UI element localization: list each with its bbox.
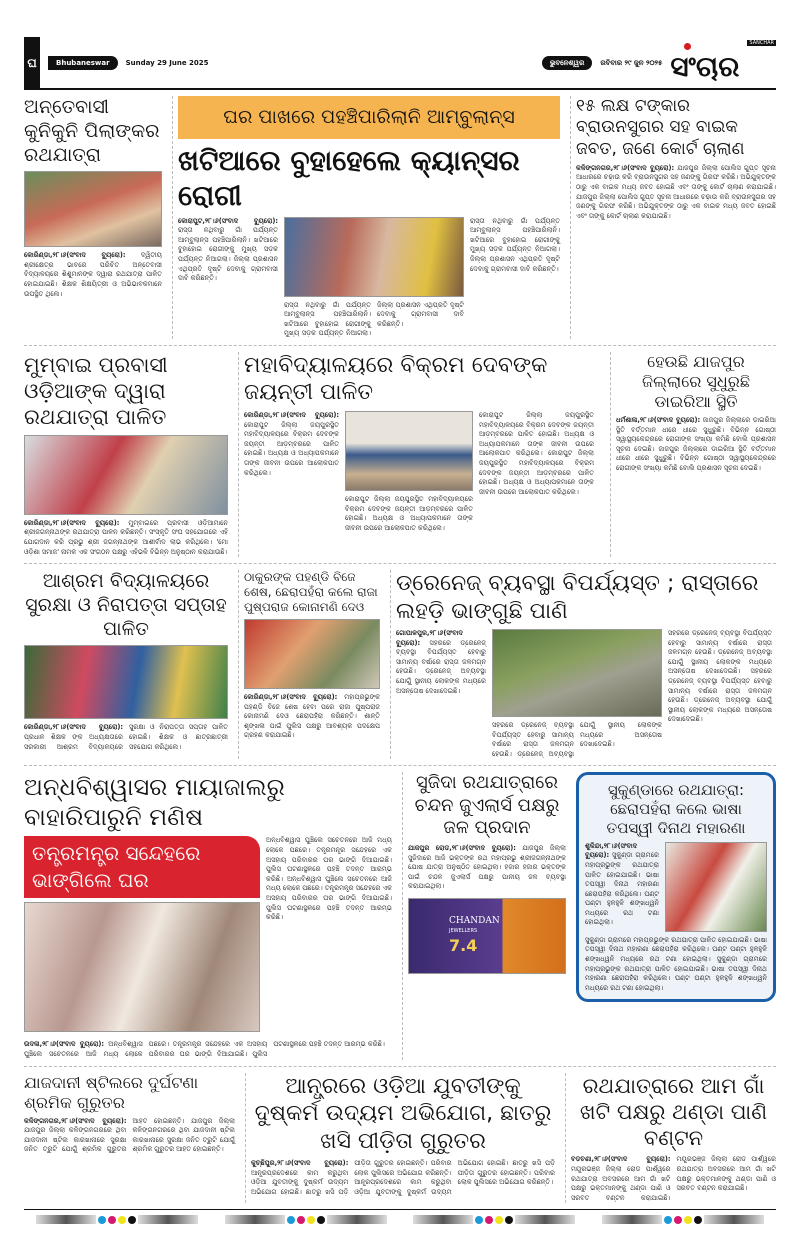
article-a8: ଡ୍ରେନେଜ୍ ବ୍ୟବସ୍ଥା ବିପର୍ଯ୍ୟସ୍ତ ; ରାସ୍ତାରେ ଲହଡ଼ି ଭାଙ୍ଗୁଛି ପାଣି ଗୋପାଳପୁର,୨୮।୬(ସଂବାଦ ବ୍ୟୁରୋ): ସହରରେ ଡ୍ରେନେଜ୍ ବ୍ୟବସ୍ଥା ବିପର୍ଯ୍ୟସ୍ତ ହେବାରୁ ସାମାନ୍ୟ ବର୍ଷାରେ ରାସ୍ତା ଜଳମଗ୍ନ ହେଉଛି। ଡ୍ରେନେଜ୍ ଅବ୍ୟବସ୍ଥା ଯୋଗୁଁ ସ୍ଥାନୀୟ ଲୋକଙ୍କ ମଧ୍ୟରେ ଅସନ୍ତୋଷ ଦେଖାଦେଇଛି। ସହରରେ ଡ୍ରେନେଜ୍ ବ୍ୟବସ୍ଥା ବିପର୍ଯ୍ୟସ୍ତ ହେବାରୁ ସାମାନ୍ୟ ବର୍ଷାରେ ରାସ୍ତା ଜଳମଗ୍ନ ହେଉଛି। ଡ୍ରେନେଜ୍ ଅବ୍ୟବସ୍ଥା ଯୋଗୁଁ ସ୍ଥାନୀୟ ଲୋକଙ୍କ ମଧ୍ୟରେ ଅସନ୍ତୋଷ ଦେଖାଦେଇଛି। ସହରରେ ଡ୍ରେନେଜ୍ ବ୍ୟବସ୍ଥା ବିପର୍ଯ୍ୟସ୍ତ ହେବାରୁ ସାମାନ୍ୟ ବର୍ଷାରେ ରାସ୍ତା ଜଳମଗ୍ନ ହେଉଛି। ଡ୍ରେନେଜ୍ ଅବ୍ୟବସ୍ଥା ଯୋଗୁଁ ସ୍ଥାନୀୟ ଲୋକଙ୍କ ମଧ୍ୟରେ ଅସନ୍ତୋଷ ଦେଖାଦେଇଛି। ସହରରେ ଡ୍ରେନେଜ୍ ବ୍ୟବସ୍ଥା ବିପର୍ଯ୍ୟସ୍ତ ହେବାରୁ ସାମାନ୍ୟ ବର୍ଷାରେ ରାସ୍ତା ଜଳମଗ୍ନ ହେଉଛି। ଡ୍ରେନେଜ୍ ଅବ୍ୟବସ୍ଥା ଯୋଗୁଁ ସ୍ଥାନୀୟ ଲୋକଙ୍କ ମଧ୍ୟରେ ଅସନ୍ତୋଷ ଦେଖାଦେଇଛି। [390, 570, 776, 759]
headline: ସୁକୁଣ୍ଡାରେ ରଥଯାତ୍ରା: ଛେରାପହଁରା କଲେ ଭାଷା ତପସ୍ୱୀ ଦିନାଥ ମହାରଣା [606, 781, 746, 837]
article-a7: ଠାକୁରଙ୍କ ପହଣ୍ଡି ବିଜେ ଶେଷ, ଛେରାପହଁରା କଲେ ରାଜା ପୁଷ୍ପରାଜ କୋନାମଣି ଦେଓ କୋରିଣ୍ଡା,୨୮।୬(ସଂବାଦ ବ୍ୟୁରୋ): ମହାପ୍ରଭୁଙ୍କ ପହଣ୍ଡି ବିଜେ ଶେଷ ହେବା ପରେ ରାଜା ପୁଷ୍ପରାଜ କୋନାମଣି ଦେଓ ଛେରାପହଁରା କରିଛନ୍ତି। ଶାନ୍ତି ଶୃଙ୍ଖଳା ପାଇଁ ପୁଲିସ ପକ୍ଷରୁ ଆବଶ୍ୟକ ପଦକ୍ଷେପ ଗ୍ରହଣ କରାଯାଇଛି। [238, 570, 380, 759]
headline: ଅନ୍ଧବିଶ୍ୱାସର ମାୟାଜାଲରୁ ବାହାରିପାରୁନି ମଣିଷ [24, 773, 285, 832]
article-a9: ଆଶ୍ରମ ବିଦ୍ୟାଳୟରେ ସୁରକ୍ଷା ଓ ନିରାପତ୍ତା ସପ୍ତାହ ପାଳିତ କୋରିଣ୍ଡା,୨୮।୬(ସଂବାଦ ବ୍ୟୁରୋ): ପ୍ରଧାନ ଶିକ୍ଷକ ଙ୍କ ଅଧ୍ୟକ୍ଷତାରେ ସରକାରୀ ଆଶ୍ରମ ବିଦ୍ୟାଳୟରେ ସୁରକ୍ଷା ଓ ନିରାପତ୍ତା ସପ୍ତାହ ପାଳିତ ହୋଇଛି। ଶିକ୍ଷକ ଓ ଛାତ୍ରଛାତ୍ରୀ ସହଯୋଗ କରିଥିଲେ। [24, 570, 228, 751]
headline: ହେଉଛି ଯାଜପୁର ଜିଲ୍ଲାରେ ସୁଧୁରୁଛି ଡାଇରିଆ ସ୍ଥିତି [642, 351, 750, 411]
headline: ଡ୍ରେନେଜ୍ ବ୍ୟବସ୍ଥା ବିପର୍ଯ୍ୟସ୍ତ ; ରାସ୍ତାରେ ଲହଡ଼ି ଭାଙ୍ଗୁଛି ପାଣି [396, 571, 759, 624]
newspaper-logo: ସଂଚାର [670, 41, 739, 85]
headline: ଠାକୁରଙ୍କ ପହଣ୍ଡି ବିଜେ ଶେଷ, ଛେରାପହଁରା କଲେ ରାଜା ପୁଷ୍ପରାଜ କୋନାମଣି ଦେଓ [244, 570, 378, 615]
chandan-jewellers-ad-photo [408, 898, 566, 974]
sub-headline-banner: ତନ୍ତ୍ରମନ୍ତ୍ର ସନ୍ଦେହରେ ଭାଙ୍ଗିଲେ ଘର [24, 836, 260, 898]
article-a10: ସୁଜିଦା ରଥଯାତ୍ରାରେ ଚନ୍ଦନ ଜୁଏଲାର୍ସ ପକ୍ଷରୁ ଜଳ ପ୍ରଦାନ ଯାଜପୁର ରୋଡ,୨୮।୬(ସଂବାଦ ବ୍ୟୁରୋ): ଯାଜପୁର ଜିଲ୍ଲା ସୁଜିଦାରେ ଆଜି ଭକ୍ତଙ୍କ ରଥ ମହାପ୍ରଭୁ ଶ୍ରୀଜଗନ୍ନାଥଙ୍କ ଯୋଷ ଯାତ୍ରା ଅନୁଷ୍ଠିତ ହୋଇଥିଲା। ହଜାର ହଜାର ଭକ୍ତଙ୍କ ପାଇଁ ଚନ୍ଦନ ଜୁଏଲାର୍ସ ପକ୍ଷରୁ ପାନୀୟ ଜଳ ବ୍ୟବସ୍ଥା କରାଯାଇଥିଲା। CHANDAN JEWELLERS 7.4 [402, 772, 566, 1059]
headline: ଅନ୍ତେବାସୀ କୁନିକୁନି ପିଲାଙ୍କର ରଥଯାତ୍ରା [24, 96, 160, 166]
newspaper-page [24, 0, 776, 1234]
headline: ଖଟିଆରେ ବୁହାହେଲେ କ୍ୟାନ୍ସର ରୋଗୀ [178, 143, 520, 212]
article-a5: ମହାବିଦ୍ୟାଳୟରେ ବିକ୍ରମ ଦେବଙ୍କ ଜୟନ୍ତୀ ପାଳିତ କୋରିଣ୍ଡା,୨୮।୬(ସଂବାଦ ବ୍ୟୁରୋ): କୋରାପୁଟ ଜିଲ୍ଲା ଜୟପୁରସ୍ଥିତ ମହାବିଦ୍ୟାଳୟରେ ବିକ୍ରମ ଦେବଙ୍କ ଜୟନ୍ତୀ ଆଡ଼ମ୍ବରରେ ପାଳିତ ହୋଇଛି। ଅଧ୍ୟକ୍ଷ ଓ ଅଧ୍ୟାପକମାନେ ତାଙ୍କ ଜୀବନୀ ଉପରେ ଆଲୋକପାତ କରିଥିଲେ। କୋରାପୁଟ ଜିଲ୍ଲା ଜୟପୁରସ୍ଥିତ ମହାବିଦ୍ୟାଳୟରେ ବିକ୍ରମ ଦେବଙ୍କ ଜୟନ୍ତୀ ଆଡ଼ମ୍ବରରେ ପାଳିତ ହୋଇଛି। ଅଧ୍ୟକ୍ଷ ଓ ଅଧ୍ୟାପକମାନେ ତାଙ୍କ ଜୀବନୀ ଉପରେ ଆଲୋକପାତ କରିଥିଲେ। କୋରାପୁଟ ଜିଲ୍ଲା ଜୟପୁରସ୍ଥିତ ମହାବିଦ୍ୟାଳୟରେ ବିକ୍ରମ ଦେବଙ୍କ ଜୟନ୍ତୀ ଆଡ଼ମ୍ବରରେ ପାଳିତ ହୋଇଛି। ଅଧ୍ୟକ୍ଷ ଓ ଅଧ୍ୟାପକମାନେ ତାଙ୍କ ଜୀବନୀ ଉପରେ ଆଲୋକପାତ କରିଥିଲେ। କୋରାପୁଟ ଜିଲ୍ଲା ଜୟପୁରସ୍ଥିତ ମହାବିଦ୍ୟାଳୟରେ ବିକ୍ରମ ଦେବଙ୍କ ଜୟନ୍ତୀ ଆଡ଼ମ୍ବରରେ ପାଳିତ ହୋଇଛି। ଅଧ୍ୟକ୍ଷ ଓ ଅଧ୍ୟାପକମାନେ ତାଙ୍କ ଜୀବନୀ ଉପରେ ଆଲୋକପାତ କରିଥିଲେ। [238, 352, 600, 557]
date-or: ରବିବାର ୨୯ ଜୁନ ୨୦୨୫ [600, 58, 663, 67]
headline: ମହାବିଦ୍ୟାଳୟରେ ବିକ୍ରମ ଦେବଙ୍କ ଜୟନ୍ତୀ ପାଳିତ [244, 352, 548, 406]
row-5 [24, 1067, 776, 1211]
masthead-bar [24, 38, 776, 90]
article-a12: ଅନ୍ଧବିଶ୍ୱାସର ମାୟାଜାଲରୁ ବାହାରିପାରୁନି ମଣିଷ ତନ୍ତ୍ରମନ୍ତ୍ର ସନ୍ଦେହରେ ଭାଙ୍ଗିଲେ ଘର ଅନ୍ଧବିଶ୍ୱାସ ଘୁଞ୍ଚିଲେ ସଚେତନରେ ଆଜି ମଧ୍ୟ ଲୋକେ ପଛରେ। ତନ୍ତ୍ରମନ୍ତ୍ର ସନ୍ଦେହରେ ଏକ ଅସହାୟ ପରିବାରର ଘର ଭାଙ୍ଗି ଦିଆଯାଇଛି। ପୁଲିସ ଘଟଣାସ୍ଥଳରେ ପହଞ୍ଚି ତଦନ୍ତ ଆରମ୍ଭ କରିଛି। ଅନ୍ଧବିଶ୍ୱାସ ଘୁଞ୍ଚିଲେ ସଚେତନରେ ଆଜି ମଧ୍ୟ ଲୋକେ ପଛରେ। ତନ୍ତ୍ରମନ୍ତ୍ର ସନ୍ଦେହରେ ଏକ ଅସହାୟ ପରିବାରର ଘର ଭାଙ୍ଗି ଦିଆଯାଇଛି। ପୁଲିସ ଘଟଣାସ୍ଥଳରେ ପହଞ୍ଚି ତଦନ୍ତ ଆରମ୍ଭ କରିଛି। ଉଦଳା,୨୮।୬(ସଂବାଦ ବ୍ୟୁରୋ): ଅନ୍ଧବିଶ୍ୱାସ ଘୁଞ୍ଚିଲେ ସଚେତନରେ ଆଜି ମଧ୍ୟ ଲୋକେ ପଛରେ। ତନ୍ତ୍ରମନ୍ତ୍ର ସନ୍ଦେହରେ ଏକ ଅସହାୟ ପରିବାରର ଘର ଭାଙ୍ଗି ଦିଆଯାଇଛି। ପୁଲିସ ଘଟଣାସ୍ଥଳରେ ପହଞ୍ଚି ତଦନ୍ତ ଆରମ୍ଭ କରିଛି। [24, 773, 392, 1059]
article-a2: ଘର ପାଖରେ ପହଞ୍ଚିପାରିଲାନି ଆମ୍ବୁଲାନ୍ସ ଖଟିଆରେ ବୁହାହେଲେ କ୍ୟାନ୍ସର ରୋଗୀ କୋରାପୁଟ,୨୮।୬(ସଂବାଦ ବ୍ୟୁରୋ): ରାସ୍ତା ନଥିବାରୁ ଗାଁ ପର୍ଯ୍ୟନ୍ତ ଆମ୍ବୁଲାନ୍ସ ପହଞ୍ଚିପାରିଲାନି। ଖଟିଆରେ ବୁହାହୋଇ ରୋଗୀଙ୍କୁ ମୁଖ୍ୟ ସଡ଼କ ପର୍ଯ୍ୟନ୍ତ ନିଆଗଲା। ଜିଲ୍ଲା ପ୍ରଶାସନ ଏଥିପ୍ରତି ଦୃଷ୍ଟି ଦେବାକୁ ଗ୍ରାମବାସୀ ଦାବି କରିଛନ୍ତି। ରାସ୍ତା ନଥିବାରୁ ଗାଁ ପର୍ଯ୍ୟନ୍ତ ଆମ୍ବୁଲାନ୍ସ ପହଞ୍ଚିପାରିଲାନି। ଖଟିଆରେ ବୁହାହୋଇ ରୋଗୀଙ୍କୁ ମୁଖ୍ୟ ସଡ଼କ ପର୍ଯ୍ୟନ୍ତ ନିଆଗଲା। ଜିଲ୍ଲା ପ୍ରଶାସନ ଏଥିପ୍ରତି ଦୃଷ୍ଟି ଦେବାକୁ ଗ୍ରାମବାସୀ ଦାବି କରିଛନ୍ତି। ରାସ୍ତା ନଥିବାରୁ ଗାଁ ପର୍ଯ୍ୟନ୍ତ ଆମ୍ବୁଲାନ୍ସ ପହଞ୍ଚିପାରିଲାନି। ଖଟିଆରେ ବୁହାହୋଇ ରୋଗୀଙ୍କୁ ମୁଖ୍ୟ ସଡ଼କ ପର୍ଯ୍ୟନ୍ତ ନିଆଗଲା। ଜିଲ୍ଲା ପ୍ରଶାସନ ଏଥିପ୍ରତି ଦୃଷ୍ଟି ଦେବାକୁ ଗ୍ରାମବାସୀ ଦାବି କରିଛନ୍ତି। [172, 96, 560, 339]
article-a14: ଆନ୍ଧ୍ରରେ ଓଡ଼ିଆ ଯୁବତୀଙ୍କୁ ଦୁଷ୍କର୍ମ ଉଦ୍ୟମ ଅଭିଯୋଗ, ଛାତରୁ ଖସି ପୀଡ଼ିତା ଗୁରୁତର କୁଚ୍ଛିପୁର,୨୮।୬(ସଂବାଦ ବ୍ୟୁରୋ): ଆନ୍ଧ୍ରପ୍ରଦେଶରେ କାମ କରୁଥିବା ଓଡ଼ିଆ ଯୁବତୀଙ୍କୁ ଦୁଷ୍କର୍ମ ଉଦ୍ୟମ ଅଭିଯୋଗ ହୋଇଛି। ଛାତରୁ ଖସି ପଡ଼ି ପୀଡ଼ିତା ଗୁରୁତର ହୋଇଛନ୍ତି। ପରିବାର ଲୋକ ପୁଲିସରେ ଅଭିଯୋଗ କରିଛନ୍ତି। ଆନ୍ଧ୍ରପ୍ରଦେଶରେ କାମ କରୁଥିବା ଓଡ଼ିଆ ଯୁବତୀଙ୍କୁ ଦୁଷ୍କର୍ମ ଉଦ୍ୟମ ଅଭିଯୋଗ ହୋଇଛି। ଛାତରୁ ଖସି ପଡ଼ି ପୀଡ଼ିତା ଗୁରୁତର ହୋଇଛନ୍ତି। ପରିବାର ଲୋକ ପୁଲିସରେ ଅଭିଯୋଗ କରିଛନ୍ତି। [245, 1073, 555, 1204]
article-a15: ରଥଯାତ୍ରାରେ ଆମ ଗାଁ ଖଟି ପକ୍ଷରୁ ଥଣ୍ଡା ପାଣି ବଣ୍ଟନ ବଡଚଣା,୨୮।୬(ସଂବାଦ ବ୍ୟୁରୋ): ମୟୂରଭଞ୍ଜ ଜିଲ୍ଲା ରୋଡ ପାର୍ଶ୍ୱରେ ରଥଯାତ୍ରା ଅବସରରେ ଆମ ଗାଁ ଖଟି ପକ୍ଷରୁ ଭକ୍ତମାନଙ୍କୁ ଥଣ୍ଡା ପାଣି ଓ ସରବତ ବଣ୍ଟନ କରାଯାଇଛି। ମୟୂରଭଞ୍ଜ ଜିଲ୍ଲା ରୋଡ ପାର୍ଶ୍ୱରେ ରଥଯାତ୍ରା ଅବସରରେ ଆମ ଗାଁ ଖଟି ପକ୍ଷରୁ ଭକ୍ତମାନଙ୍କୁ ଥଣ୍ଡା ପାଣି ଓ ସରବତ ବଣ୍ଟନ କରାଯାଇଛି। [565, 1073, 776, 1204]
headline: ୧୫ ଲକ୍ଷ ଟଙ୍କାର ବ୍ରାଉନସୁଗର ସହ ବାଇକ ଜବତ, ଜଣେ କୋର୍ଟ ଚାଲାଣ [576, 96, 745, 159]
photo-college-event [345, 411, 473, 491]
photo-ashram-school [24, 645, 228, 719]
headline: ଆନ୍ଧ୍ରରେ ଓଡ଼ିଆ ଯୁବତୀଙ୍କୁ ଦୁଷ୍କର୍ମ ଉଦ୍ୟମ ଅଭିଯୋଗ, ଛାତରୁ ଖସି ପୀଡ଼ିତା ଗୁରୁତର [254, 1073, 552, 1154]
photo-mumbai-rathayatra [24, 435, 228, 515]
headline: ସୁଜିଦା ରଥଯାତ୍ରାରେ ଚନ୍ଦନ ଜୁଏଲାର୍ସ ପକ୍ଷରୁ ଜଳ ପ୍ରଦାନ [414, 772, 560, 839]
edition-city-or: ଭୁବନେଶ୍ୱର [542, 56, 592, 70]
photo-chherapahanra [244, 619, 380, 689]
article-a6: ହେଉଛି ଯାଜପୁର ଜିଲ୍ଲାରେ ସୁଧୁରୁଛି ଡାଇରିଆ ସ୍ଥିତି ଧର୍ମଶାଳା,୨୮।୬(ସଂବାଦ ବ୍ୟୁରୋ): ଜାଜପୁର ଜିଲ୍ଲାରେ ଡାଇରିଆ ସ୍ଥିତି ବର୍ତ୍ତମାନ ଧୀରେ ଧୀରେ ସୁଧୁରୁଛି। ବିଭିନ୍ନ ଗୋଷ୍ଠୀ ସ୍ୱାସ୍ଥ୍ୟକେନ୍ଦ୍ରରେ ରୋଗୀଙ୍କ ସଂଖ୍ୟା କମିଛି ବୋଲି ପ୍ରଶାସନ ସୂଚନା ଦେଇଛି। ଜାଜପୁର ଜିଲ୍ଲାରେ ଡାଇରିଆ ସ୍ଥିତି ବର୍ତ୍ତମାନ ଧୀରେ ଧୀରେ ସୁଧୁରୁଛି। ବିଭିନ୍ନ ଗୋଷ୍ଠୀ ସ୍ୱାସ୍ଥ୍ୟକେନ୍ଦ୍ରରେ ରୋଗୀଙ୍କ ସଂଖ୍ୟା କମିଛି ବୋଲି ପ୍ରଶାସନ ସୂଚନା ଦେଇଛି। [610, 352, 776, 557]
date-en: Sunday 29 June 2025 [125, 59, 209, 67]
article-a11-box: ସୁକୁଣ୍ଡାରେ ରଥଯାତ୍ରା: ଛେରାପହଁରା କଲେ ଭାଷା ତପସ୍ୱୀ ଦିନାଥ ମହାରଣା ଶୁକିନ୍ଦା,୨୮।୬(ସଂବାଦ ବ୍ୟୁରୋ): ସୁକୁଣ୍ଡା ଗ୍ରାମରେ ମହାପ୍ରଭୁଙ୍କ ରଥଯାତ୍ରା ପାଳିତ ହୋଇଯାଇଛି। ଭାଷା ତପସ୍ୱୀ ଦିନାଥ ମହାରଣା ଛେରାପହଁରା କରିଥିଲେ। ଘଣ୍ଟ ଘଣ୍ଟା ହୁଳହୁଳି ଶଙ୍ଖଧ୍ୱନି ମଧ୍ୟରେ ରଥ ଟଣା ହୋଇଥିଲା। ସୁକୁଣ୍ଡା ଗ୍ରାମରେ ମହାପ୍ରଭୁଙ୍କ ରଥଯାତ୍ରା ପାଳିତ ହୋଇଯାଇଛି। ଭାଷା ତପସ୍ୱୀ ଦିନାଥ ମହାରଣା ଛେରାପହଁରା କରିଥିଲେ। ଘଣ୍ଟ ଘଣ୍ଟା ହୁଳହୁଳି ଶଙ୍ଖଧ୍ୱନି ମଧ୍ୟରେ ରଥ ଟଣା ହୋଇଥିଲା। ସୁକୁଣ୍ଡା ଗ୍ରାମରେ ମହାପ୍ରଭୁଙ୍କ ରଥଯାତ୍ରା ପାଳିତ ହୋଇଯାଇଛି। ଭାଷା ତପସ୍ୱୀ ଦିନାଥ ମହାରଣା ଛେରାପହଁରା କରିଥିଲେ। ଘଣ୍ଟ ଘଣ୍ଟା ହୁଳହୁଳି ଶଙ୍ଖଧ୍ୱନି ମଧ୍ୟରେ ରଥ ଟଣା ହୋଇଥିଲା। [576, 772, 776, 1002]
row-3 [24, 564, 776, 766]
article-a1: ଅନ୍ତେବାସୀ କୁନିକୁନି ପିଲାଙ୍କର ରଥଯାତ୍ରା କୋରିଣ୍ଡା,୨୮।୬(ସଂବାଦ ବ୍ୟୁରୋ): ଦ୍ୱିତୀୟ ଶ୍ରୀକ୍ଷେତ୍ର ଭାବରେ ପରିଚିତ ଅନ୍ତେବାସୀ ବିଦ୍ୟାଳୟରେ ଶିଶୁମାନଙ୍କ ଦ୍ୱାରା ରଥଯାତ୍ରା ପାଳିତ ହୋଇଯାଇଛି। ଶିକ୍ଷକ ଶିକ୍ଷୟିତ୍ରୀ ଓ ଅଭିଭାବକମାନେ ଉପସ୍ଥିତ ଥିଲେ। [24, 96, 162, 298]
color-registration-bars [24, 1215, 776, 1224]
photo-patient-on-cot [284, 217, 464, 297]
headline: ଯାଜଦାନୀ ଷ୍ଟିଲରେ ଦୁର୍ଘଟଣା ଶ୍ରମିକ ଗୁରୁତର [24, 1072, 199, 1112]
article-a11 [576, 772, 776, 1059]
ad-price: 7.4 [449, 936, 478, 956]
headline: ରଥଯାତ୍ରାରେ ଆମ ଗାଁ ଖଟି ପକ୍ଷରୁ ଥଣ୍ଡା ପାଣି ବଣ୍ଟନ [579, 1073, 768, 1151]
photo-waterlogged-road [492, 629, 662, 717]
ad-brand: CHANDAN [449, 916, 500, 927]
photo-demolished-house [24, 902, 260, 1032]
row-1 [24, 90, 776, 346]
headline: ଆଶ୍ରମ ବିଦ୍ୟାଳୟରେ ସୁରକ୍ଷା ଓ ନିରାପତ୍ତା ସପ୍ତାହ ପାଳିତ [25, 570, 227, 640]
ad-sub: JEWELLERS [449, 928, 478, 935]
headline: ମୁମ୍ବାଇ ପ୍ରବାସୀ ଓଡ଼ିଆଙ୍କ ଦ୍ୱାରା ରଥଯାତ୍ରା ପାଳିତ [24, 352, 168, 430]
article-a13: ଯାଜଦାନୀ ଷ୍ଟିଲରେ ଦୁର୍ଘଟଣା ଶ୍ରମିକ ଗୁରୁତର କଳିଙ୍ଗନଗର,୨୮।୬(ସଂବାଦ ବ୍ୟୁରୋ): ଯାଜପୁର ଜିଲ୍ଲା କଳିଙ୍ଗନଗରରେ ଥିବା ଯାଜଦାନୀ ଷ୍ଟିଲ କାରଖାନାରେ ସୁରକ୍ଷା ଜନିତ ତ୍ରୁଟି ଯୋଗୁଁ ଶ୍ରମିକ ଗୁରୁତର ଆହତ ହୋଇଛନ୍ତି। ଯାଜପୁର ଜିଲ୍ଲା କଳିଙ୍ଗନଗରରେ ଥିବା ଯାଜଦାନୀ ଷ୍ଟିଲ କାରଖାନାରେ ସୁରକ୍ଷା ଜନିତ ତ୍ରୁଟି ଯୋଗୁଁ ଶ୍ରମିକ ଗୁରୁତର ଆହତ ହୋଇଛନ୍ତି। [24, 1072, 235, 1154]
logo-tag: SANCHAR [749, 40, 774, 46]
article-a4: ମୁମ୍ବାଇ ପ୍ରବାସୀ ଓଡ଼ିଆଙ୍କ ଦ୍ୱାରା ରଥଯାତ୍ରା ପାଳିତ କୋରିଣ୍ଡା,୨୮।୬(ସଂବାଦ ବ୍ୟୁରୋ): ମୁମ୍ବାଇରେ ପ୍ରବାସୀ ଓଡ଼ିଆମାନେ ଶ୍ରୀଜଗନ୍ନାଥଙ୍କ ରଥଯାତ୍ରା ପାଳନ କରିଛନ୍ତି। ସଂସ୍କୃତି ସଂଘ ସହଯୋଗରେ ଏହି ଯୋଗଦାନ କରି ପ୍ରଭୁ ଶ୍ରୀ ଜଗନ୍ନାଥଙ୍କ ଆଶୀର୍ବାଦ ଲାଭ କରିଥିଲେ। 'ମୋ ଓଡ଼ିଶା ସମାଜ' ନାମକ ଏକ ସଂଗଠନ ପକ୍ଷରୁ ଏହିଭଳି ବିଭିନ୍ନ ଅନୁଷ୍ଠାନ କରାଯାଉଛି। [24, 352, 228, 556]
page-folio: ଘ [24, 37, 40, 89]
row-4 [24, 766, 776, 1066]
kicker: ଘର ପାଖରେ ପହଞ୍ଚିପାରିଲାନି ଆମ୍ବୁଲାନ୍ସ [178, 96, 560, 139]
row-2 [24, 346, 776, 564]
article-a3: ୧୫ ଲକ୍ଷ ଟଙ୍କାର ବ୍ରାଉନସୁଗର ସହ ବାଇକ ଜବତ, ଜଣେ କୋର୍ଟ ଚାଲାଣ କଳିଙ୍ଗନଗର,୨୮।୬(ସଂବାଦ ବ୍ୟୁରୋ): ଯାଜପୁର ଜିଲ୍ଲା ପୋଲିସ ଗୁପ୍ତ ସୂଚନା ଆଧାରରେ ଚଢ଼ାଉ କରି ବ୍ରାଉନସୁଗର ସହ ଜଣଙ୍କୁ ଗିରଫ କରିଛି। ଅଭିଯୁକ୍ତଙ୍କ ଠାରୁ ଏକ ବାଇକ ମଧ୍ୟ ଜବତ ହୋଇଛି ଏବଂ ତାଙ୍କୁ କୋର୍ଟ ଚାଲାଣ କରାଯାଇଛି। ଯାଜପୁର ଜିଲ୍ଲା ପୋଲିସ ଗୁପ୍ତ ସୂଚନା ଆଧାରରେ ଚଢ଼ାଉ କରି ବ୍ରାଉନସୁଗର ସହ ଜଣଙ୍କୁ ଗିରଫ କରିଛି। ଅଭିଯୁକ୍ତଙ୍କ ଠାରୁ ଏକ ବାଇକ ମଧ୍ୟ ଜବତ ହୋଇଛି ଏବଂ ତାଙ୍କୁ କୋର୍ଟ ଚାଲାଣ କରାଯାଇଛି। [570, 96, 776, 339]
photo-sukunda-rathayatra [665, 842, 767, 932]
edition-city-en: Bhubaneswar [48, 56, 118, 70]
photo-kids-rathayatra [24, 171, 162, 247]
